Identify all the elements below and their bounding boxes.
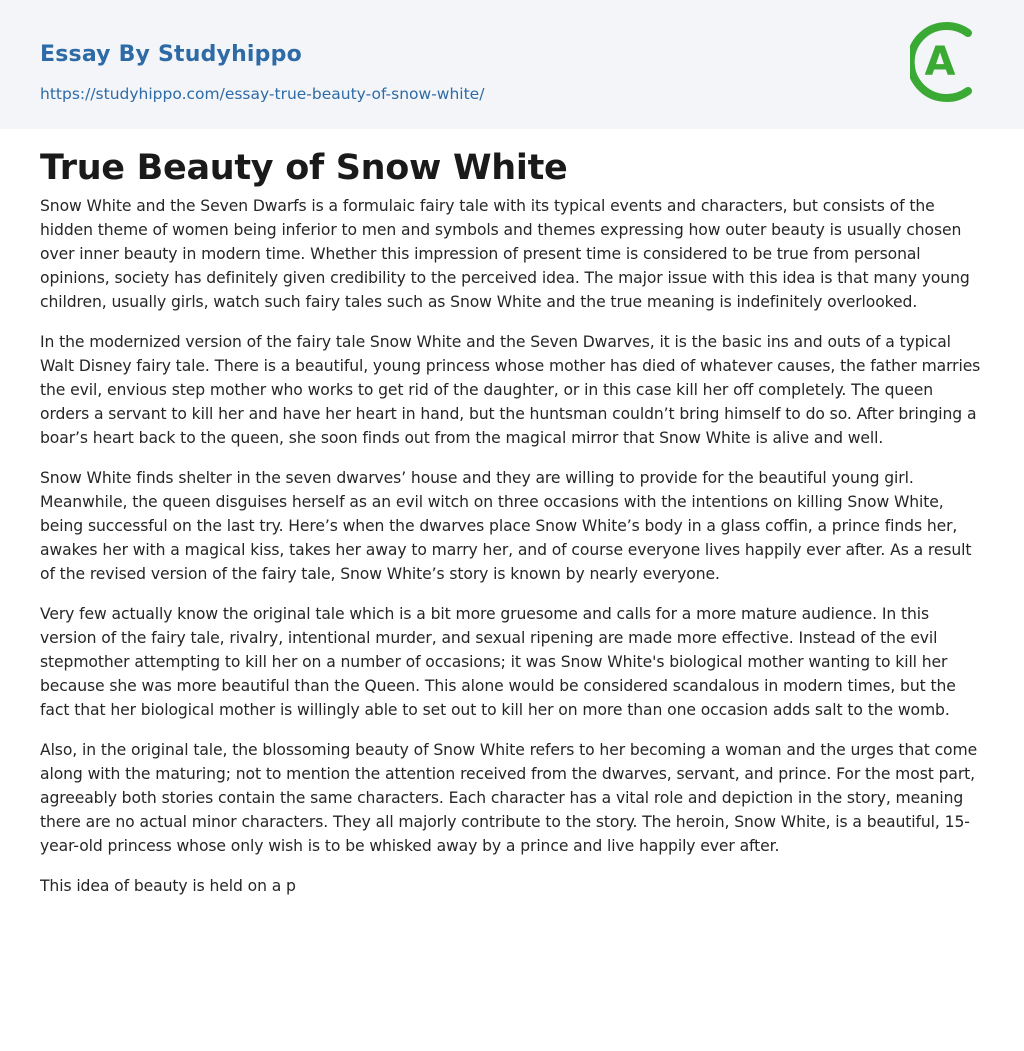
- essay-url-link[interactable]: https://studyhippo.com/essay-true-beauty-of-snow-white/: [40, 85, 485, 103]
- brand-title[interactable]: Essay By Studyhippo: [40, 42, 302, 67]
- site-header: [0, 0, 1024, 129]
- article-paragraph: Snow White and the Seven Dwarfs is a formulaic fairy tale with its typical events and characters, but consists of the hidden theme of women being inferior to men and symbols and themes expressing how outer beauty is usually chosen over inner beauty in modern time. Whether this impression of present time is considered to be true from personal opinions, society has definitely given credibility to the perceived idea. The major issue with this idea is that many young children, usually girls, watch such fairy tales such as Snow White and the true meaning is indefinitely overlooked.: [40, 197, 970, 311]
- article-title: True Beauty of Snow White: [40, 148, 568, 188]
- article-paragraph: This idea of beauty is held on a p: [40, 877, 296, 895]
- studyhippo-logo-icon[interactable]: [910, 18, 988, 106]
- logo-letter: A: [924, 39, 956, 85]
- article: [40, 146, 984, 914]
- article-paragraph: In the modernized version of the fairy tale Snow White and the Seven Dwarves, it is the basic ins and outs of a typical Walt Disney fairy tale. There is a beautiful, young princess whose mother has died of whatever causes, the father marries the evil, envious step mother who works to get rid of the daughter, or in this case kill her off completely. The queen orders a servant to kill her and have her heart in hand, but the huntsman couldn’t bring himself to do so. After bringing a boar’s heart back to the queen, she soon finds out from the magical mirror that Snow White is alive and well.: [40, 333, 981, 447]
- article-paragraph: Also, in the original tale, the blossoming beauty of Snow White refers to her becoming a woman and the urges that come along with the maturing; not to mention the attention received from the dwarves, servant, and prince. For the most part, agreeably both stories contain the same characters. Each character has a vital role and depiction in the story, meaning there are no actual minor characters. They all majorly contribute to the story. The heroin, Snow White, is a beautiful, 15-year-old princess whose only wish is to be whisked away by a prince and live happily ever after.: [40, 741, 978, 855]
- article-paragraph: Snow White finds shelter in the seven dwarves’ house and they are willing to provide for the beautiful young girl. Meanwhile, the queen disguises herself as an evil witch on three occasions with the intentions on killing Snow White, being successful on the last try. Here’s when the dwarves place Snow White’s body in a glass coffin, a prince finds her, awakes her with a magical kiss, takes her away to marry her, and of course everyone lives happily ever after. As a result of the revised version of the fairy tale, Snow White’s story is known by nearly everyone.: [40, 469, 972, 583]
- article-paragraph: Very few actually know the original tale which is a bit more gruesome and calls for a more mature audience. In this version of the fairy tale, rivalry, intentional murder, and sexual ripening are made more effective. Instead of the evil stepmother attempting to kill her on a number of occasions; it was Snow White's biological mother wanting to kill her because she was more beautiful than the Queen. This alone would be considered scandalous in modern times, but the fact that her biological mother is willingly able to set out to kill her on more than one occasion adds salt to the womb.: [40, 605, 956, 719]
